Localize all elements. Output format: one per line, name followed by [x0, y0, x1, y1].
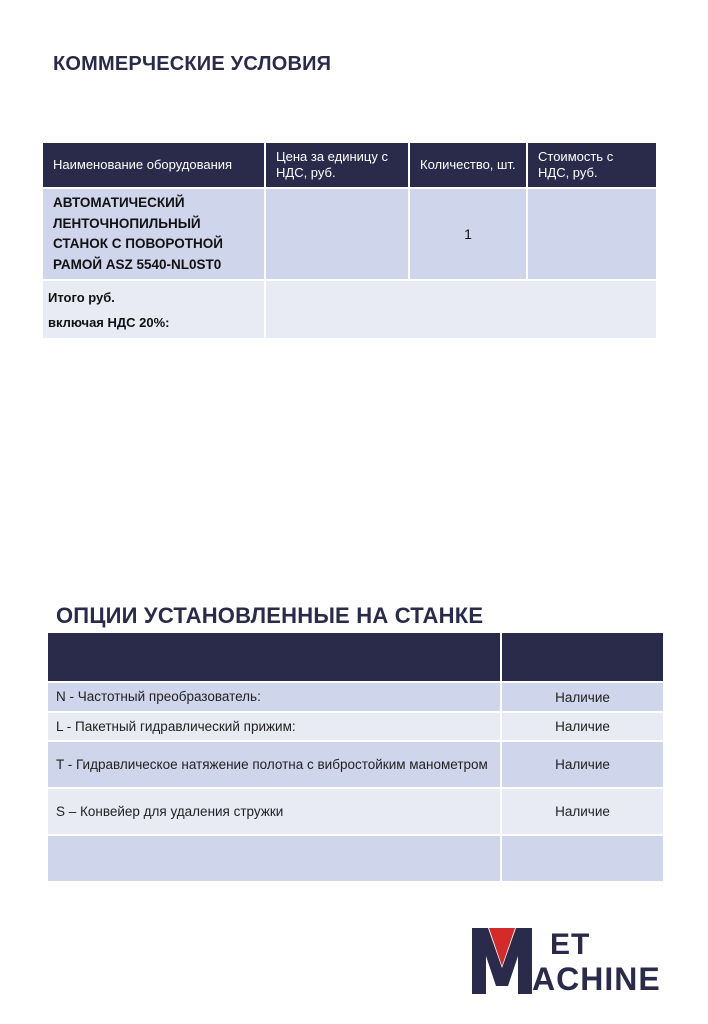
unit-price-cell	[266, 189, 408, 279]
option-name: N - Частотный преобразователь:	[48, 683, 500, 711]
logo-m-icon	[472, 928, 532, 994]
option-row	[48, 683, 663, 711]
cost-cell	[528, 189, 656, 279]
option-status: Наличие	[502, 742, 663, 787]
option-row	[48, 742, 663, 787]
total-label-cell	[43, 281, 264, 338]
equipment-name-cell: АВТОМАТИЧЕСКИЙ ЛЕНТОЧНОПИЛЬНЫЙ СТАНОК С ПОВОРОТНОЙ РАМОЙ ASZ 5540-NL0ST0	[43, 189, 264, 279]
option-row	[48, 789, 663, 834]
options-header-status	[502, 633, 663, 681]
option-name: L - Пакетный гидравлический прижим:	[48, 713, 500, 740]
header-unit-price: Цена за единицу с НДС, руб.	[266, 143, 408, 187]
commercial-terms-table	[41, 141, 658, 340]
total-label-line1: Итого руб.	[48, 289, 115, 305]
table-header-row	[43, 143, 656, 187]
metmachine-logo	[472, 928, 667, 998]
logo-text-achine: ACHINE	[532, 961, 661, 997]
option-name: T - Гидравлическое натяжение полотна с вибростойким манометром	[48, 742, 500, 787]
header-equipment-name: Наименование оборудования	[43, 143, 264, 187]
total-value-cell	[266, 281, 656, 338]
option-row	[48, 836, 663, 881]
logo-text-et: ET	[550, 928, 591, 961]
table-row	[43, 189, 656, 279]
total-label-line2: включая НДС 20%:	[48, 314, 170, 330]
options-header-option	[48, 633, 500, 681]
options-title: ОПЦИИ УСТАНОВЛЕННЫЕ НА СТАНКЕ	[56, 603, 484, 628]
option-status: Наличие	[502, 713, 663, 740]
header-cost: Стоимость с НДС, руб.	[528, 143, 656, 187]
commercial-terms-title: КОММЕРЧЕСКИЕ УСЛОВИЯ	[53, 53, 332, 75]
option-name	[48, 836, 500, 881]
option-row	[48, 713, 663, 740]
option-name: S – Конвейер для удаления стружки	[48, 789, 500, 834]
option-status: Наличие	[502, 789, 663, 834]
option-status: Наличие	[502, 683, 663, 711]
total-row	[43, 281, 656, 338]
option-status	[502, 836, 663, 881]
header-quantity: Количество, шт.	[410, 143, 526, 187]
quantity-cell: 1	[410, 189, 526, 279]
options-header-row	[48, 633, 663, 681]
options-table	[46, 631, 665, 883]
